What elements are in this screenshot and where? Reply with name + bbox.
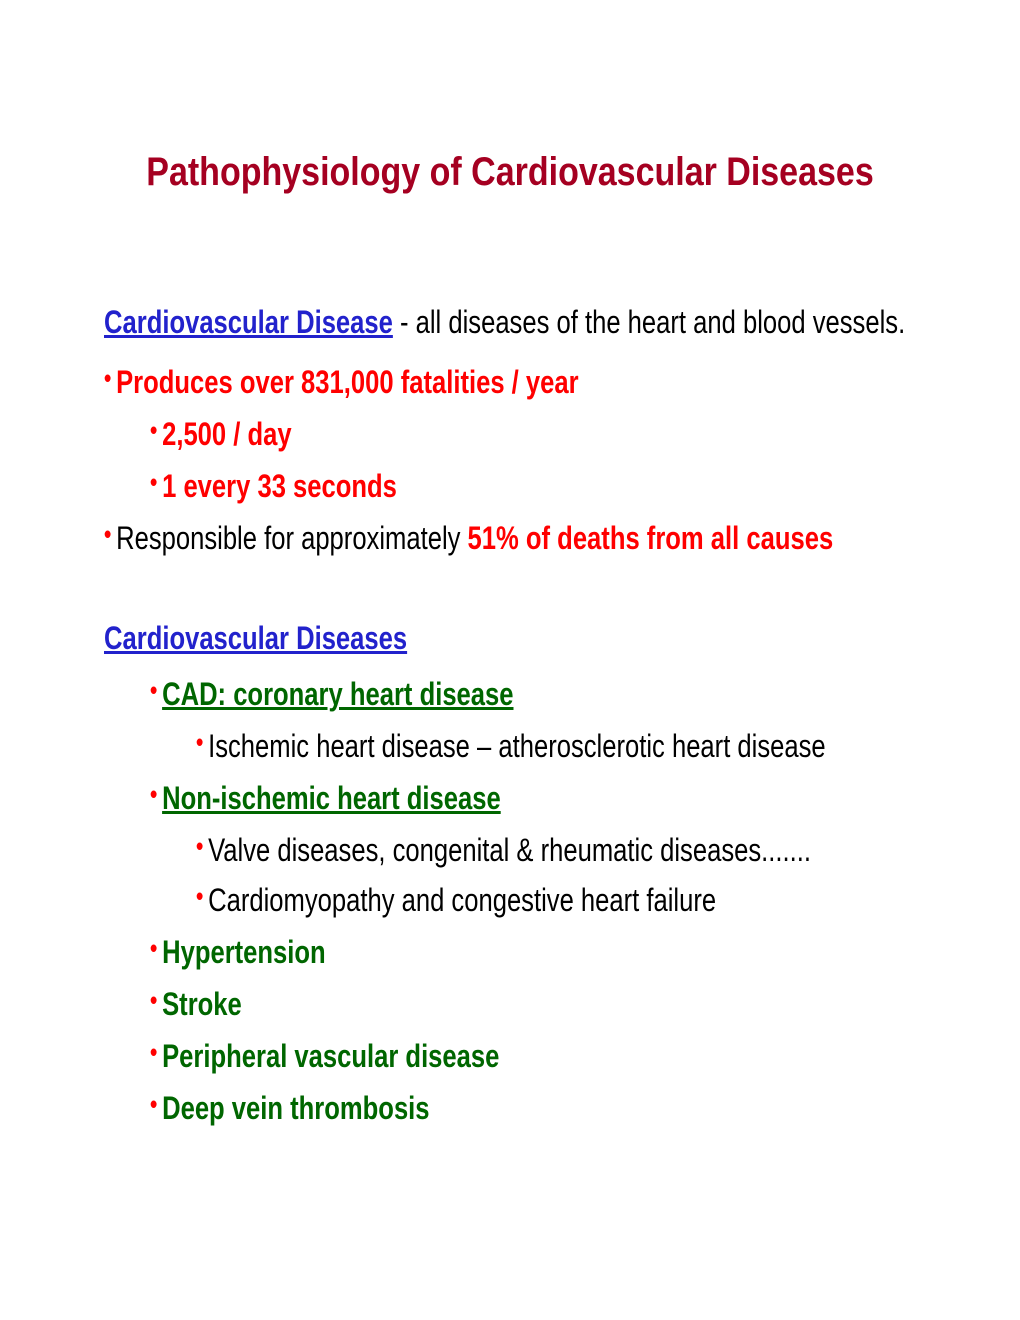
bullet-icon: • xyxy=(150,675,158,705)
dvt-text: Deep vein thrombosis xyxy=(162,1090,430,1126)
valve-text: Valve diseases, congenital & rheumatic diseases....... xyxy=(208,832,811,868)
section-heading-cardiovascular-diseases: Cardiovascular Diseases xyxy=(104,620,408,656)
section-heading-line xyxy=(104,618,407,658)
responsible-emphasis: 51% of deaths from all causes xyxy=(467,520,834,556)
bullet-icon: • xyxy=(104,363,112,393)
bullet-pvd xyxy=(150,1032,499,1072)
bullet-hypertension xyxy=(150,928,326,968)
responsible-text: Responsible for approximately xyxy=(116,520,468,556)
cad-text: CAD: coronary heart disease xyxy=(162,676,514,712)
per-seconds-text: 1 every 33 seconds xyxy=(162,468,397,504)
ischemic-text: Ischemic heart disease – atherosclerotic heart disease xyxy=(208,728,826,764)
pvd-text: Peripheral vascular disease xyxy=(162,1038,500,1074)
cardiomyopathy-text: Cardiomyopathy and congestive heart failure xyxy=(208,882,717,918)
page-title: Pathophysiology of Cardiovascular Diseases xyxy=(146,150,874,194)
bullet-responsible xyxy=(104,514,833,554)
definition-line xyxy=(104,302,905,342)
bullet-icon: • xyxy=(150,985,158,1015)
bullet-nonischemic xyxy=(150,774,501,814)
definition-text: - all diseases of the heart and blood vessels. xyxy=(392,304,906,340)
fatalities-text: Produces over 831,000 fatalities / year xyxy=(116,364,579,400)
stroke-text: Stroke xyxy=(162,986,242,1022)
bullet-fatalities xyxy=(104,358,579,398)
bullet-ischemic xyxy=(196,722,826,762)
bullet-icon: • xyxy=(196,881,204,911)
bullet-per-seconds xyxy=(150,462,397,502)
bullet-icon: • xyxy=(150,779,158,809)
hypertension-text: Hypertension xyxy=(162,934,326,970)
nonischemic-text: Non-ischemic heart disease xyxy=(162,780,501,816)
bullet-valve xyxy=(196,826,811,866)
bullet-per-day xyxy=(150,410,292,450)
bullet-icon: • xyxy=(196,831,204,861)
bullet-icon: • xyxy=(150,1089,158,1119)
bullet-icon: • xyxy=(150,1037,158,1067)
bullet-cad xyxy=(150,670,514,710)
bullet-icon: • xyxy=(150,467,158,497)
bullet-icon: • xyxy=(196,727,204,757)
bullet-dvt xyxy=(150,1084,430,1124)
bullet-icon: • xyxy=(104,519,112,549)
bullet-stroke xyxy=(150,980,242,1020)
bullet-icon: • xyxy=(150,415,158,445)
per-day-text: 2,500 / day xyxy=(162,416,292,452)
bullet-cardiomyopathy xyxy=(196,876,716,916)
bullet-icon: • xyxy=(150,933,158,963)
section-heading-cardiovascular-disease: Cardiovascular Disease xyxy=(104,304,393,340)
